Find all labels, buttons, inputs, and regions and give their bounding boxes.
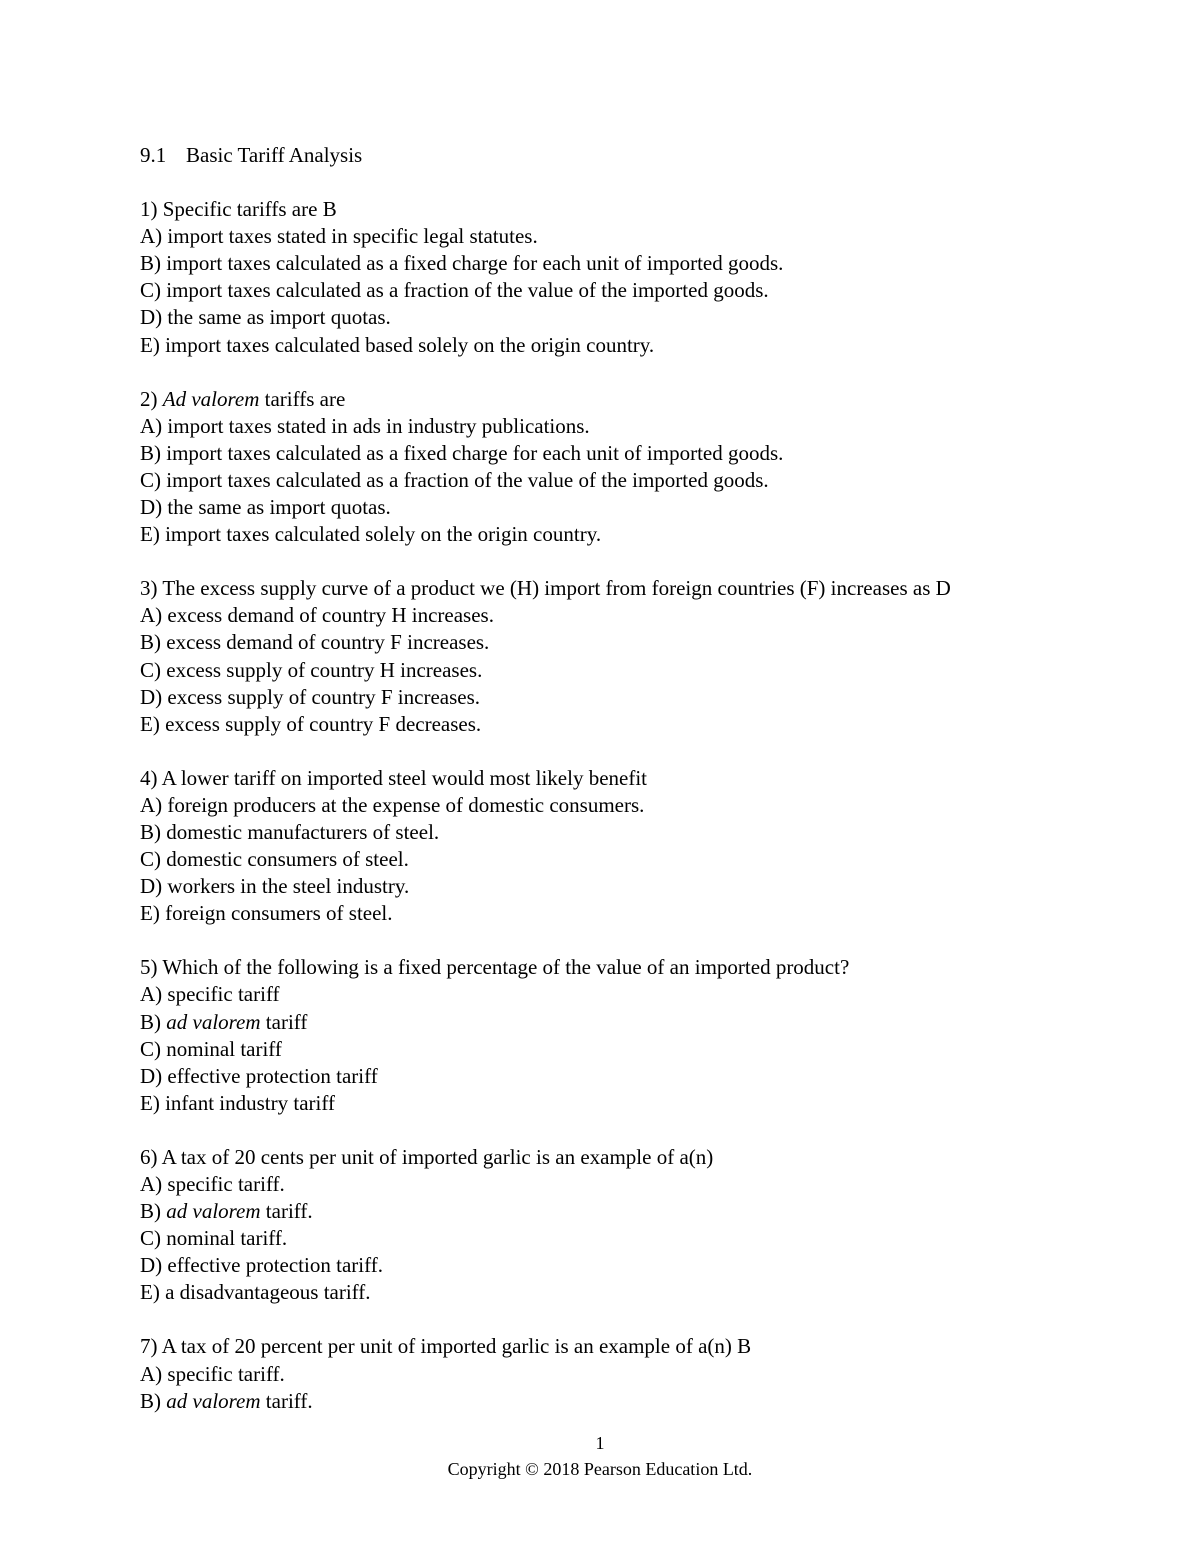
question-stem: 6) A tax of 20 cents per unit of imported garlic is an example of a(n) [140,1144,714,1169]
question-stem: 1) Specific tariffs are B [140,197,337,222]
answer-option: D) the same as import quotas. [140,305,391,330]
answer-option: A) specific tariff. [140,1361,285,1386]
answer-option: E) excess supply of country F decreases. [140,711,482,736]
question-1 [140,196,1140,359]
answer-option: A) specific tariff. [140,1172,285,1196]
answer-option: E) infant industry tariff [140,1090,335,1115]
question-3 [140,575,1140,738]
question-stem: 3) The excess supply curve of a product we (H) import from foreign countries (F) increases as D [140,576,951,601]
answer-option: E) foreign consumers of steel. [140,901,393,926]
question-stem: 7) A tax of 20 percent per unit of imported garlic is an example of a(n) B [140,1334,752,1359]
section-title: Basic Tariff Analysis [186,143,363,167]
answer-option: C) nominal tariff. [140,1226,288,1251]
copyright-notice: Copyright © 2018 Pearson Education Ltd. [447,1459,753,1479]
answer-option: B) import taxes calculated as a fixed charge for each unit of imported goods. [140,440,784,465]
answer-option: D) workers in the steel industry. [140,874,410,899]
question-2 [140,386,1140,549]
answer-option: C) domestic consumers of steel. [140,847,409,872]
question-stem: 5) Which of the following is a fixed percentage of the value of an imported product? [140,955,850,980]
answer-option: C) import taxes calculated as a fraction of the value of the imported goods. [140,278,769,303]
answer-option: D) effective protection tariff [140,1063,378,1088]
answer-option: D) the same as import quotas. [140,495,391,520]
answer-option: C) import taxes calculated as a fraction of the value of the imported goods. [140,467,769,492]
answer-option: A) foreign producers at the expense of domestic consumers. [140,792,645,817]
question-5 [140,954,1140,1117]
answer-option: E) a disadvantageous tariff. [140,1280,371,1305]
answer-option: D) effective protection tariff. [140,1253,383,1278]
answer-option: C) excess supply of country H increases. [140,657,483,682]
answer-option: B) excess demand of country F increases. [140,630,490,655]
answer-option: B) domestic manufacturers of steel. [140,819,440,844]
answer-option: B) import taxes calculated as a fixed charge for each unit of imported goods. [140,251,784,276]
question-stem: 4) A lower tariff on imported steel would most likely benefit [140,765,648,790]
answer-option: A) import taxes stated in ads in industry publications. [140,413,590,438]
answer-option: B) ad valorem tariff. [140,1199,313,1224]
question-7 [140,1333,1140,1414]
section-heading [140,142,1140,169]
answer-option: E) import taxes calculated solely on the origin country. [140,522,602,547]
answer-option: D) excess supply of country F increases. [140,684,480,709]
answer-option: B) ad valorem tariff [140,1009,308,1034]
section-number: 9.1 [140,143,167,167]
question-stem: 2) Ad valorem tariffs are [140,386,346,411]
question-6 [140,1144,1140,1307]
answer-option: A) import taxes stated in specific legal statutes. [140,224,538,249]
answer-option: A) excess demand of country H increases. [140,603,494,628]
answer-option: C) nominal tariff [140,1036,282,1061]
page-number: 1 [595,1433,605,1453]
answer-option: B) ad valorem tariff. [140,1388,313,1413]
answer-option: E) import taxes calculated based solely on the origin country. [140,332,655,357]
question-4 [140,765,1140,928]
document-body [140,142,1140,1442]
answer-option: A) specific tariff [140,982,280,1007]
